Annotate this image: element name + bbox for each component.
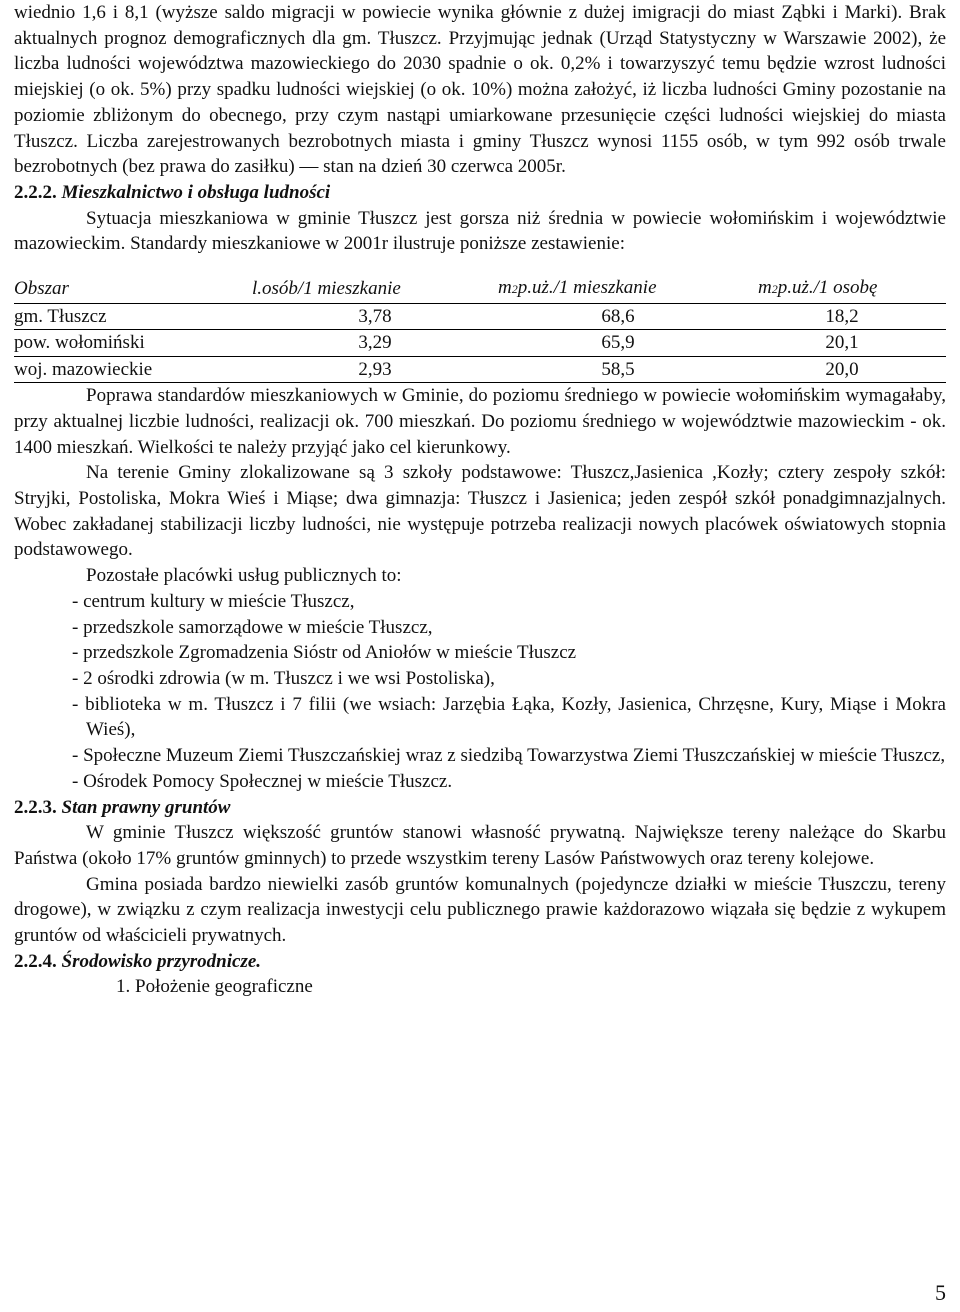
section-heading-land-ownership <box>14 795 946 821</box>
section-number: 2.2.3. <box>14 796 57 818</box>
table-row <box>14 330 946 356</box>
housing-standards-table <box>14 274 946 383</box>
table-cell: gm. Tłuszcz <box>14 304 252 330</box>
table-cell: woj. mazowieckie <box>14 356 252 382</box>
list-item: - centrum kultury w mieście Tłuszcz, <box>72 590 355 612</box>
table-header-cell: m2p.uż./1 osobę <box>738 274 946 304</box>
page-number: 5 <box>935 1280 946 1305</box>
paragraph-land-ownership: W gminie Tłuszcz większość gruntów stanowi własność prywatną. Największe tereny należące do Skarbu Państwa (około 17% gruntów gminnych) to przede wszystkim tereny Lasów Państwowych oraz tereny kolejowe. <box>14 822 946 869</box>
table-cell: 65,9 <box>498 330 738 356</box>
paragraph-demography: wiednio 1,6 i 8,1 (wyższe saldo migracji w powiecie wynika głównie z dużej imigracji do miast Ząbki i Marki). Brak aktualnych prognoz demograficznych dla gm. Tłuszcz. Przyjmując jednak (Urząd Statystyczny w Warszawie 2002), że liczba ludności województwa mazowieckiego do 2030 spadnie o ok. 0,2% i towarzyszyć temu będzie wzrost ludności miejskiej (o ok. 5%) przy spadku ludności wiejskiej (o ok. 10%) można założyć, iż liczba ludności Gminy pozostanie na poziomie zbliżonym do obecnego, przy czym nastąpi umiarkowane przesunięcie części ludności wiejskiej do miasta Tłuszcz. Liczba zarejestrowanych bezrobotnych miasta i gminy Tłuszcz wynosi 1155 osób, w tym 992 osób trwale bezrobotnych (bez prawa do zasiłku) — stan na dzień 30 czerwca 2005r. <box>14 2 946 178</box>
section-title: Mieszkalnictwo i obsługa ludności <box>61 181 331 203</box>
numbered-item-geographic-location: 1. Położenie geograficzne <box>116 976 313 998</box>
table-cell: pow. wołomiński <box>14 330 252 356</box>
table-cell: 2,93 <box>252 356 498 382</box>
section-title: Stan prawny gruntów <box>61 796 231 818</box>
table-cell: 3,78 <box>252 304 498 330</box>
list-item: - przedszkole Zgromadzenia Sióstr od Aniołów w mieście Tłuszcz <box>72 642 577 664</box>
section-heading-housing <box>14 180 946 206</box>
list-item: - Ośrodek Pomocy Społecznej w mieście Tłuszcz. <box>72 770 453 792</box>
table-row <box>14 304 946 330</box>
table-cell: 68,6 <box>498 304 738 330</box>
section-number: 2.2.2. <box>14 181 57 203</box>
list-item: - 2 ośrodki zdrowia (w m. Tłuszcz i we wsi Postoliska), <box>72 667 495 689</box>
table-cell: 58,5 <box>498 356 738 382</box>
table-header-cell: Obszar <box>14 274 252 304</box>
table-cell: 3,29 <box>252 330 498 356</box>
paragraph-schools: Na terenie Gminy zlokalizowane są 3 szkoły podstawowe: Tłuszcz,Jasienica ,Kozły; cztery zespoły szkół: Stryjki, Postoliska, Mokra Wieś i Miąse; dwa gimnazja: Tłuszcz i Jasienica; jeden zespół szkół ponadgimnazjalnych. Wobec zakładanej stabilizacji liczby ludności, nie występuje potrzeba realizacji nowych placówek oświatowych stopnia podstawowego. <box>14 462 946 561</box>
table-cell: 20,0 <box>738 356 946 382</box>
table-header-cell: l.osób/1 mieszkanie <box>252 274 498 304</box>
paragraph-communal-land: Gmina posiada bardzo niewielki zasób gruntów komunalnych (pojedyncze działki w mieście Tłuszczu, tereny drogowe), w związku z czym realizacja inwestycji celu publicznego prawie każdorazowo wiązała się będzie z wykupem gruntów od właścicieli prywatnych. <box>14 873 946 947</box>
section-title: Środowisko przyrodnicze. <box>61 950 262 972</box>
list-item: - biblioteka w m. Tłuszcz i 7 filii (we wsiach: Jarzębia Łąka, Kozły, Jasienica, Chrzęsne, Kury, Miąse i Mokra Wieś), <box>72 693 946 741</box>
public-services-list <box>14 589 946 795</box>
section-heading-environment <box>14 949 946 975</box>
table-cell: 18,2 <box>738 304 946 330</box>
paragraph-public-services: Pozostałe placówki usług publicznych to: <box>86 565 402 587</box>
table-cell: 20,1 <box>738 330 946 356</box>
table-header-cell: m2p.uż./1 mieszkanie <box>498 274 738 304</box>
list-item: - przedszkole samorządowe w mieście Tłuszcz, <box>72 616 433 638</box>
table-row <box>14 356 946 382</box>
table-header-row <box>14 274 946 304</box>
section-number: 2.2.4. <box>14 950 57 972</box>
paragraph-housing-standards: Poprawa standardów mieszkaniowych w Gminie, do poziomu średniego w powiecie wołomińskim wymagałaby, przy aktualnej liczbie ludności, realizacji ok. 700 mieszkań. Do poziomu średniego w województwie mazowieckim - ok. 1400 mieszkań. Wielkości te należy przyjąć jako cel kierunkowy. <box>14 385 946 458</box>
list-item: - Społeczne Muzeum Ziemi Tłuszczańskiej wraz z siedzibą Towarzystwa Ziemi Tłuszczańskiej w mieście Tłuszcz, <box>72 745 946 767</box>
paragraph-housing: Sytuacja mieszkaniowa w gminie Tłuszcz jest gorsza niż średnia w powiecie wołomińskim i województwie mazowieckim. Standardy mieszkaniowe w 2001r ilustruje poniższe zestawienie: <box>14 207 946 255</box>
